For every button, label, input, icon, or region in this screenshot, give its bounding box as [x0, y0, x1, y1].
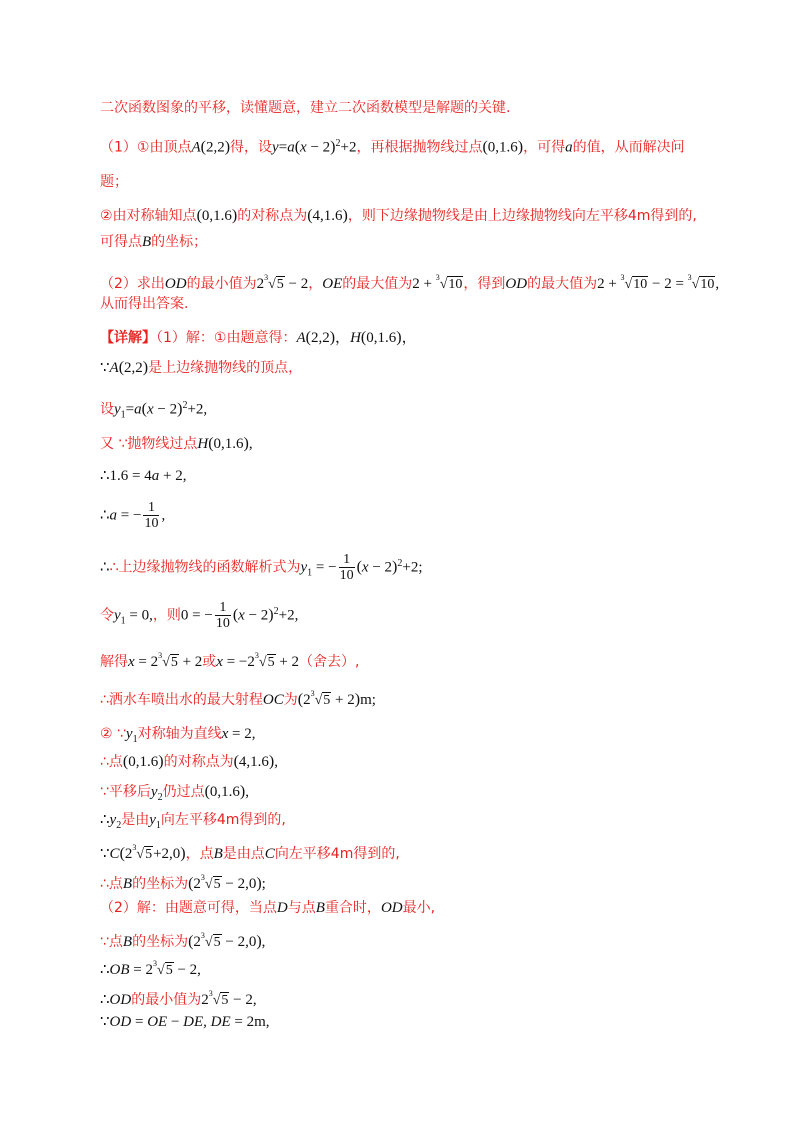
text: 与点 [287, 900, 316, 916]
text: ，点 [185, 846, 214, 862]
line-17: ∴洒水车喷出水的最大射程OC为$(2^3√5 + 2)m$; [100, 689, 376, 708]
text: 仍过点 [162, 784, 205, 800]
text: 的坐标； [151, 234, 208, 250]
text: 的对称点为 [163, 754, 234, 770]
text: ∵平移后 [100, 784, 151, 800]
text: ， [308, 276, 323, 292]
line-6: （2）求出OD的最小值为$2^3√5 - 2$，OE的最大值为2 + $^3$√10，得到OD的最大值为2 + $^3$√10 − 2 = $^3$√10, [100, 273, 720, 292]
line-10: 设$y_1=a(x - 2)^2+2$, [100, 400, 208, 421]
line-11: 又 ∵抛物线过点H(0,1.6), [100, 435, 253, 452]
text: 是由 [121, 812, 150, 828]
text: 是由点 [222, 846, 265, 862]
line-24: （2）解：由题意可得，当点D与点B重合时，OD最小, [100, 900, 436, 916]
text: （2）解：由题意可得，当点 [100, 900, 277, 916]
text: ，则 [152, 607, 181, 624]
line-14: ∴∴上边缘抛物线的函数解析式为$y_1$ = − $\frac{1}{10}$ $(x - 2)^2+2$; [100, 552, 423, 583]
line-8: 【详解】（1）解：①由题意得：A(2,2)，H(0,1.6)， [100, 329, 417, 346]
text: 令 [100, 607, 114, 624]
line-7 [100, 294, 188, 314]
text: 的最小值为 [131, 992, 202, 1008]
text: 重合时， [324, 900, 381, 916]
line-15: 令$y_1 = 0$,，则0 = − $\frac{1}{10}$ $(x - 2)^2+2$, [100, 600, 299, 631]
line-18: ② $\because y_1$对称轴为直线x = 2, [100, 726, 256, 745]
text: ∴上边缘抛物线的函数解析式为 [109, 559, 301, 576]
text: ，得到 [463, 276, 506, 292]
text: 的最大值为 [527, 276, 598, 292]
text: 是上边缘抛物线的顶点， [148, 360, 303, 376]
line-5: 可得点B的坐标； [100, 234, 208, 250]
text: （舍去）, [299, 654, 360, 670]
text: 对称轴为直线 [137, 726, 222, 742]
line-2: （1）①由顶点A(2,2)得，设$y=a(x - 2)^2+2$，再根据抛物线过点(0,1.6)，可得a的值，从而解决问 [100, 138, 685, 156]
text: 得，设 [230, 139, 273, 156]
line-9: ∵A(2,2)是上边缘抛物线的顶点， [100, 359, 303, 376]
text: ∴洒水车喷出水的最大射程 [100, 692, 263, 708]
line-21: $\therefore y_2$是由$y_1$向左平移4m得到的, [100, 812, 286, 831]
text: 可得点 [100, 234, 142, 250]
text: 的最大值为 [342, 276, 413, 292]
text: 为 [283, 692, 298, 708]
text: （2）求出 [100, 276, 165, 292]
detail-tag: 【详解】 [100, 330, 156, 346]
line-3 [100, 172, 128, 192]
text: 最小, [402, 900, 436, 916]
text: 设 [100, 401, 114, 418]
text: ，可得 [523, 139, 566, 156]
text: 的坐标为 [132, 876, 189, 892]
line-25: ∵点B的坐标为$(2^3√5 - 2,0)$, [100, 931, 266, 950]
line-20: ∵平移后$y_2$仍过点(0,1.6), [100, 783, 249, 803]
line-16: 解得$x = 2^3√5 + 2$或$x = -2^3√5 + 2$（舍去）, [100, 651, 360, 670]
text: ，则下边缘抛物线是由上边缘抛物线向左平移4m得到的, [347, 208, 697, 224]
text: 向左平移4m得到的, [160, 812, 286, 828]
text: ∴点 [100, 876, 123, 892]
line-12: ∴1.6 = 4a + 2, [100, 468, 187, 484]
text: ② ∵ [100, 726, 126, 742]
text: 的对称点为 [237, 208, 308, 224]
text: ∴点 [100, 754, 123, 770]
line-1 [100, 98, 510, 118]
text: 题； [100, 174, 128, 190]
text: ②由对称轴知点 [100, 208, 197, 224]
text: 二次函数图象的平移，读懂题意，建立二次函数模型是解题的关键. [100, 100, 511, 116]
text: 或 [202, 654, 217, 670]
line-4: ②由对称轴知点(0,1.6)的对称点为(4,1.6)，则下边缘抛物线是由上边缘抛物线向左平移4m得到的, [100, 207, 697, 224]
text: ，再根据抛物线过点 [356, 139, 483, 156]
line-26: ∴OB = $2^3√5 - 2$, [100, 959, 201, 978]
text: 向左平移4m得到的, [274, 846, 400, 862]
line-22: $\because C(2^3√5+2,0)$，点B是由点C向左平移4m得到的, [100, 843, 400, 862]
text: （1）①由顶点 [100, 139, 192, 156]
text: ∵点 [100, 934, 123, 950]
document-page [100, 92, 730, 1034]
text: 解得 [100, 654, 128, 670]
text: （1）解：①由题意得： [156, 330, 297, 346]
line-27: ∴OD的最小值为$2^3√5 - 2$, [100, 989, 257, 1008]
text: 从而得出答案. [100, 296, 189, 312]
text: 的值，从而解决问 [572, 139, 685, 156]
line-28: ∵OD = OE − DE, DE = 2m, [100, 1014, 270, 1030]
line-19: ∴点(0,1.6)的对称点为(4,1.6), [100, 753, 278, 770]
line-23: ∴点B的坐标为$(2^3√5 - 2,0)$; [100, 873, 266, 892]
text: 的最小值为 [186, 276, 257, 292]
text: 的坐标为 [132, 934, 189, 950]
text: 又 ∵抛物线过点 [100, 436, 198, 452]
line-13: ∴a = − $\frac{1}{10}$ , [100, 500, 166, 531]
